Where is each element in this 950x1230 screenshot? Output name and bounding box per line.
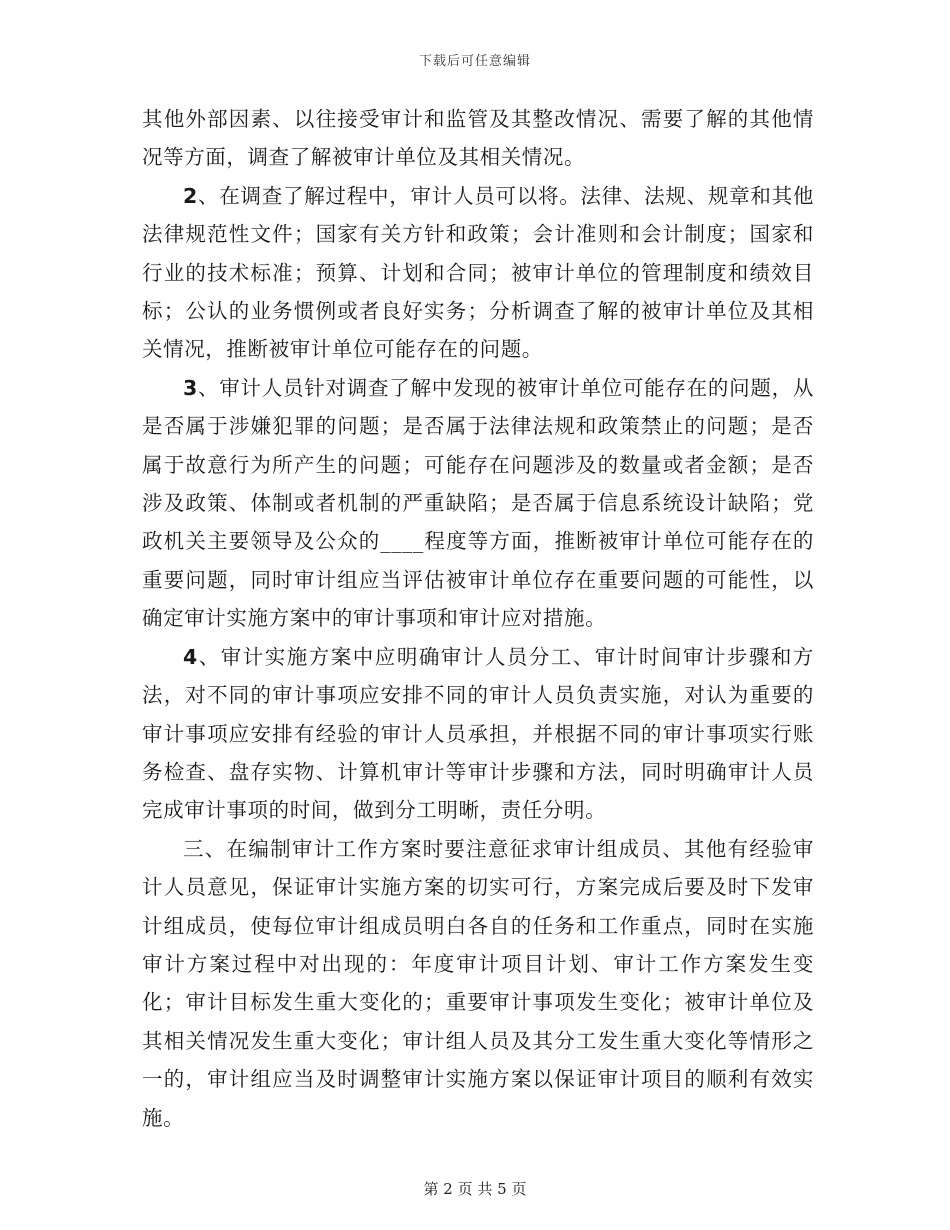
paragraph-text: 、在调查了解过程中，审计人员可以将。法律、法规、规章和其他法律规范性文件；国家有关方针和政策；会计准则和会计制度；国家和行业的技术标准；预算、计划和合同；被审计单位的管理制度和绩效目标；公认的业务惯例或者良好实务；分析调查了解的被审计单位及其相关情况，推断被审计单位可能存在的问题。	[142, 183, 814, 362]
paragraph-number: 3	[183, 375, 198, 400]
page-footer: 第 2 页 共 5 页	[423, 1180, 527, 1198]
paragraph-item-4	[142, 638, 814, 830]
document-body	[142, 100, 814, 1137]
page-header: 下载后可任意编辑	[418, 54, 531, 69]
paragraph-text: 、审计人员针对调查了解中发现的被审计单位可能存在的问题，从是否属于涉嫌犯罪的问题；是否属于法律法规和政策禁止的问题；是否属于故意行为所产生的问题；可能存在问题涉及的数量或者金额；是否涉及政策、体制或者机制的严重缺陷；是否属于信息系统设计缺陷；党政机关主要领导及公众的____程度等方面，推断被审计单位可能存在的重要问题，同时审计组应当评估被审计单位存在重要问题的可能性，以确定审计实施方案中的审计事项和审计应对措施。	[142, 375, 814, 631]
paragraph-item-2	[142, 177, 814, 369]
paragraph-text: 、审计实施方案中应明确审计人员分工、审计时间审计步骤和方法，对不同的审计事项应安排不同的审计人员负责实施，对认为重要的审计事项应安排有经验的审计人员承担，并根据不同的审计事项实行账务检查、盘存实物、计算机审计等审计步骤和方法，同时明确审计人员完成审计事项的时间，做到分工明晰，责任分明。	[142, 644, 814, 823]
paragraph-text: 其他外部因素、以往接受审计和监管及其整改情况、需要了解的其他情况等方面，调查了解被审计单位及其相关情况。	[142, 107, 814, 170]
paragraph-continuation	[142, 100, 814, 177]
paragraph-number: 4	[183, 644, 198, 669]
paragraph-section-3	[142, 830, 814, 1137]
paragraph-text: 三、在编制审计工作方案时要注意征求审计组成员、其他有经验审计人员意见，保证审计实施方案的切实可行，方案完成后要及时下发审计组成员，使每位审计组成员明白各自的任务和工作重点，同时在实施审计方案过程中对出现的：年度审计项目计划、审计工作方案发生变化；审计目标发生重大变化的；重要审计事项发生变化；被审计单位及其相关情况发生重大变化；审计组人员及其分工发生重大变化等情形之一的，审计组应当及时调整审计实施方案以保证审计项目的顺利有效实施。	[142, 836, 814, 1130]
paragraph-number: 2	[183, 183, 198, 208]
paragraph-item-3	[142, 369, 814, 638]
